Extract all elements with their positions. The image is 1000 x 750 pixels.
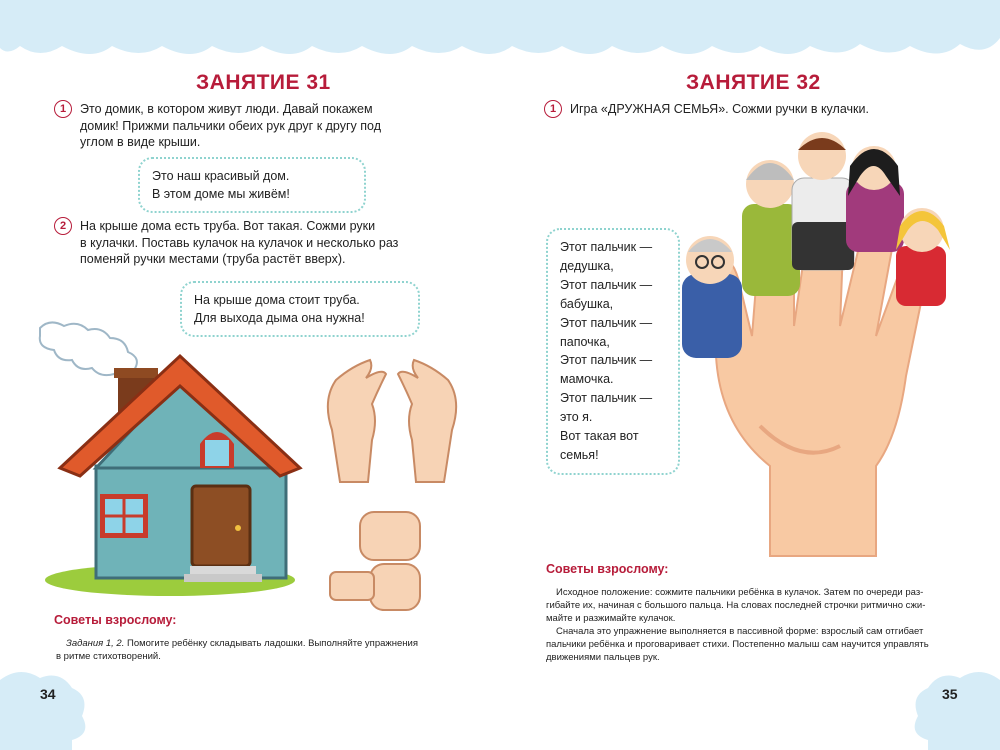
- advice-line: гибайте их, начиная с большого пальца. На словах последней строчки ритмично сжи-: [546, 600, 926, 611]
- step-2-line: поменяй ручки местами (труба растёт вверх).: [80, 252, 346, 266]
- advice-line-text: Помогите ребёнку складывать ладошки. Выполняйте упражнения: [127, 638, 418, 649]
- step-1-text: Игра «ДРУЖНАЯ СЕМЬЯ». Сожми ручки в кулачки.: [570, 102, 869, 116]
- advice-italic-ref: Задания 1, 2.: [66, 638, 125, 649]
- step-2-text: [80, 218, 442, 268]
- step-1-number: 1: [54, 100, 72, 118]
- poem-line: Это наш красивый дом.: [152, 169, 290, 183]
- advice-line: Сначала это упражнение выполняется в пассивной форме: взрослый сам отгибает: [556, 626, 924, 637]
- step-1-number: 1: [544, 100, 562, 118]
- step-2-number: 2: [54, 217, 72, 235]
- family-poem-box: [546, 228, 680, 475]
- lesson-32-title: ЗАНЯТИЕ 32: [686, 71, 821, 94]
- mother-puppet: [846, 146, 904, 252]
- poem-line: На крыше дома стоит труба.: [194, 293, 360, 307]
- grandpa-puppet: [682, 236, 742, 358]
- lesson-31-title: ЗАНЯТИЕ 31: [196, 71, 331, 94]
- poem-line: Вот такая вот: [560, 429, 639, 444]
- poem-line: Для выхода дыма она нужна!: [194, 311, 365, 325]
- page-number: 34: [40, 686, 56, 702]
- poem-line: В этом доме мы живём!: [152, 187, 290, 201]
- step-1-line: Это домик, в котором живут люди. Давай покажем: [80, 102, 373, 116]
- house-illustration: [30, 318, 320, 598]
- poem-line: Этот пальчик —: [560, 353, 653, 368]
- fists-chimney-illustration: [330, 506, 440, 618]
- advice-line: пальчики ребёнка и проговаривает стихи. Постепенно малыш сам научится управлять: [546, 639, 929, 650]
- advice-line: в ритме стихотворений.: [56, 651, 161, 662]
- advice-text: [56, 637, 456, 663]
- hands-roof-illustration: [322, 360, 462, 485]
- advice-heading: Советы взрослому:: [54, 613, 177, 627]
- poem-line: мамочка.: [560, 372, 614, 387]
- poem-box-1: [138, 157, 366, 213]
- poem-line: Этот пальчик —: [560, 277, 653, 292]
- poem-line: Этот пальчик —: [560, 315, 653, 330]
- advice-line: майте и разжимайте кулачок.: [546, 613, 676, 624]
- step-1-text: [80, 101, 442, 151]
- left-page: [0, 0, 500, 734]
- poem-line: это я.: [560, 410, 593, 425]
- advice-line: [56, 637, 456, 650]
- right-page: [500, 0, 1000, 734]
- poem-line: Этот пальчик —: [560, 240, 653, 254]
- poem-line: бабушка,: [560, 296, 614, 311]
- grandma-puppet: [742, 160, 800, 296]
- poem-line: семья!: [560, 447, 599, 462]
- poem-line: Этот пальчик —: [560, 391, 653, 406]
- step-1-line: углом в виде крыши.: [80, 135, 201, 149]
- poem-line: папочка,: [560, 334, 610, 349]
- advice-heading: Советы взрослому:: [546, 562, 669, 576]
- poem-line: дедушка,: [560, 258, 614, 273]
- hand-finger-puppets-illustration: [660, 126, 970, 556]
- advice-line: движениями пальцев рук.: [546, 652, 660, 663]
- step-2-line: в кулачки. Поставь кулачок на кулачок и несколько раз: [80, 235, 399, 250]
- step-1-line: домик! Прижми пальчики обеих рук друг к другу под: [80, 118, 382, 133]
- step-2-line: На крыше дома есть труба. Вот такая. Сожми руки: [80, 219, 376, 233]
- father-puppet: [792, 132, 854, 270]
- child-puppet: [896, 208, 950, 306]
- advice-line: Исходное положение: сожмите пальчики ребёнка в кулачок. Затем по очереди раз-: [556, 587, 924, 598]
- page-number: 35: [942, 686, 958, 702]
- advice-text: [546, 586, 952, 664]
